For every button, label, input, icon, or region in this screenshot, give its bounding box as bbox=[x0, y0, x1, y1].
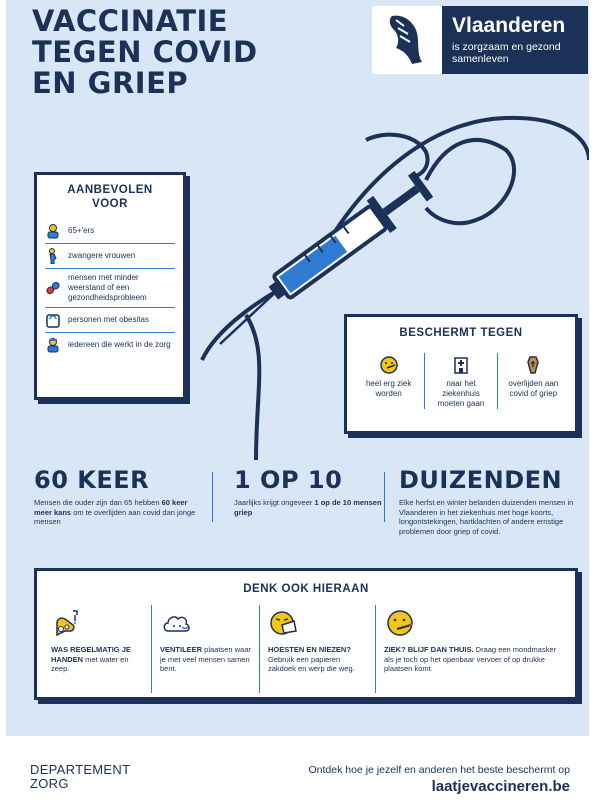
divider bbox=[212, 472, 213, 522]
list-item bbox=[151, 605, 259, 693]
list-item-label: overlijden aan covid of griep bbox=[508, 379, 559, 398]
title-line-1: VACCINATIE bbox=[32, 4, 229, 38]
list-item bbox=[353, 353, 424, 409]
list-item-label: naar het ziekenhuis moeten gaan bbox=[437, 379, 485, 408]
thermometer-face-icon bbox=[384, 607, 416, 639]
pill-icon bbox=[45, 280, 61, 296]
scale-icon bbox=[45, 312, 61, 328]
list-item bbox=[45, 268, 175, 307]
list-item bbox=[45, 219, 175, 243]
list-item bbox=[375, 605, 565, 693]
recommended-title-line-1: AANBEVOLEN bbox=[67, 184, 153, 196]
poster bbox=[6, 0, 589, 736]
list-item bbox=[45, 332, 175, 357]
protects-against-card bbox=[344, 314, 578, 434]
stat-number: 1 OP 10 bbox=[234, 466, 343, 494]
list-item bbox=[45, 243, 175, 268]
stat-description bbox=[34, 498, 204, 527]
sick-face-icon bbox=[379, 355, 399, 375]
tip-heading: HOESTEN EN NIEZEN? bbox=[268, 645, 351, 654]
list-item bbox=[424, 353, 496, 409]
stat-duizenden bbox=[399, 466, 579, 536]
lion-icon bbox=[372, 6, 442, 74]
hand-wash-icon bbox=[51, 607, 83, 639]
tip-text: Draag een mondmasker als je toch op het openbaar vervoer of op drukke plaatsen komt. bbox=[384, 645, 557, 673]
page-title bbox=[32, 6, 332, 99]
ventilation-cloud-icon bbox=[160, 607, 192, 639]
list-item-label: personen met obesitas bbox=[68, 315, 149, 324]
protects-against-list bbox=[353, 353, 569, 409]
tip-heading: WAS REGELMATIG JE HANDEN bbox=[51, 645, 131, 664]
also-consider-title: DENK OOK HIERAAN bbox=[243, 583, 369, 595]
stat-text: Mensen die ouder zijn dan 65 hebben bbox=[34, 498, 162, 507]
stat-description bbox=[399, 498, 579, 536]
stat-text-bold: 60 keer meer kans bbox=[34, 498, 188, 517]
protects-against-title: BESCHERMT TEGEN bbox=[399, 327, 523, 339]
tip-text: plaatsen waar je met veel mensen samen bent. bbox=[160, 645, 251, 673]
coffin-icon bbox=[523, 355, 543, 375]
recommended-for-card bbox=[34, 172, 186, 400]
pregnant-woman-icon bbox=[45, 248, 61, 264]
logo-name: Vlaanderen bbox=[452, 14, 566, 37]
stat-text-bold: 1 op de 10 mensen griep bbox=[234, 498, 382, 517]
department-line-2: ZORG bbox=[30, 776, 69, 791]
list-item bbox=[45, 307, 175, 332]
stat-1-op-10 bbox=[234, 466, 384, 517]
tip-heading: VENTILEER bbox=[160, 645, 203, 654]
stat-text: Elke herfst en winter belanden duizenden mensen in Vlaanderen in het ziekenhuis met hoge koorts, longontstekingen, hartklachten of andere ernstige problemen door griep of covid. bbox=[399, 498, 574, 536]
recommended-list bbox=[45, 219, 175, 357]
divider bbox=[384, 472, 385, 522]
stat-text: om te overlijden aan covid dan jonge mensen bbox=[34, 507, 196, 526]
list-item bbox=[497, 353, 569, 409]
elderly-person-icon bbox=[45, 223, 61, 239]
footer-hint: Ontdek hoe je jezelf en anderen het beste beschermt op bbox=[308, 764, 570, 776]
stat-number: DUIZENDEN bbox=[399, 466, 563, 494]
recommended-title-line-2: VOOR bbox=[92, 198, 128, 210]
list-item-label: mensen met minder weerstand of een gezondheidsprobleem bbox=[68, 273, 147, 302]
title-line-2: TEGEN COVID bbox=[32, 35, 258, 69]
also-consider-card bbox=[34, 568, 578, 700]
list-item-label: iedereen die werkt in de zorg bbox=[68, 340, 171, 349]
logo-tagline: is zorgzaam en gezond samenleven bbox=[452, 41, 561, 65]
hospital-icon bbox=[451, 355, 471, 375]
list-item bbox=[259, 605, 375, 693]
recommended-title bbox=[37, 183, 183, 211]
also-consider-list bbox=[47, 605, 565, 693]
website-link[interactable]: laatjevaccineren.be bbox=[431, 778, 570, 795]
stat-description bbox=[234, 498, 384, 517]
list-item bbox=[47, 605, 151, 693]
stat-60-keer bbox=[34, 466, 204, 527]
sneeze-icon bbox=[268, 607, 300, 639]
stat-text: Jaarlijks krijgt ongeveer bbox=[234, 498, 315, 507]
list-item-label: zwangere vrouwen bbox=[68, 251, 136, 260]
tip-text: Gebruik een papieren zakdoek en werp die weg. bbox=[268, 654, 355, 673]
care-worker-icon bbox=[45, 337, 61, 353]
list-item-label: heel erg ziek worden bbox=[365, 379, 412, 398]
department-logo bbox=[30, 763, 130, 791]
stat-number: 60 KEER bbox=[34, 466, 150, 494]
tip-text: met water en zeep. bbox=[51, 654, 129, 673]
department-line-1: DEPARTEMENT bbox=[30, 762, 131, 777]
tip-heading: ZIEK? BLIJF DAN THUIS. bbox=[384, 645, 474, 654]
title-line-3: EN GRIEP bbox=[32, 66, 189, 100]
vlaanderen-logo bbox=[372, 6, 588, 74]
list-item-label: 65+'ers bbox=[68, 226, 95, 235]
